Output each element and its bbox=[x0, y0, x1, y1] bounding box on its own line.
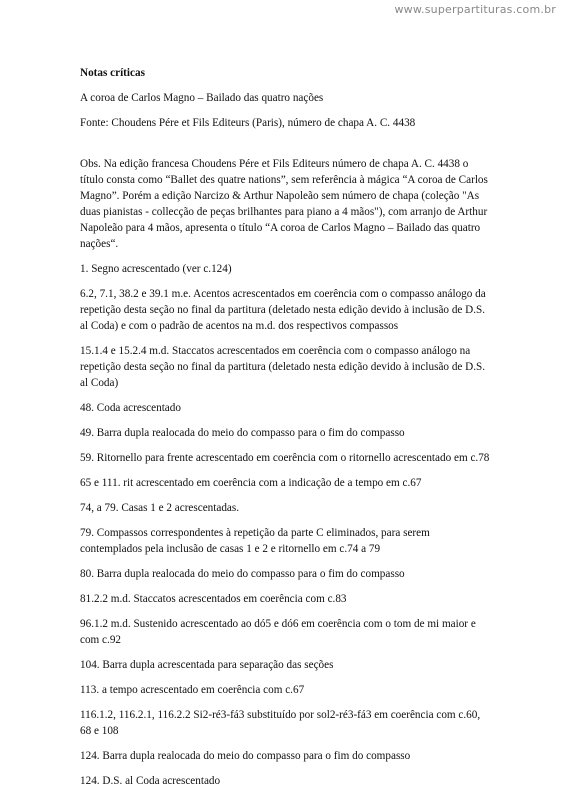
note-item: 96.1.2 m.d. Sustenido acrescentado ao dó5 e dó6 em coerência com o tom de mi maior e com c.92 bbox=[80, 618, 476, 646]
site-watermark: www.superpartituras.com.br bbox=[394, 3, 556, 16]
note-item: 81.2.2 m.d. Staccatos acrescentados em coerência com c.83 bbox=[80, 593, 347, 605]
notes-heading: Notas críticas bbox=[80, 67, 145, 79]
document-body bbox=[80, 65, 492, 798]
note-item: 59. Ritornello para frente acrescentado em coerência com o ritornello acrescentado em c.78 bbox=[80, 452, 490, 464]
note-item: 65 e 111. rit acrescentado em coerência com a indicação de a tempo em c.67 bbox=[80, 477, 422, 489]
work-title: A coroa de Carlos Magno – Bailado das quatro nações bbox=[80, 92, 324, 104]
note-item: 104. Barra dupla acrescentada para separação das seções bbox=[80, 659, 334, 671]
critical-notes-list bbox=[80, 261, 492, 789]
note-item: 113. a tempo acrescentado em coerência com c.67 bbox=[80, 684, 305, 696]
note-item: 124. D.S. al Coda acrescentado bbox=[80, 775, 221, 787]
note-item: 48. Coda acrescentado bbox=[80, 402, 181, 414]
note-item: 49. Barra dupla realocada do meio do compasso para o fim do compasso bbox=[80, 427, 405, 439]
note-item: 1. Segno acrescentado (ver c.124) bbox=[80, 263, 232, 275]
observation-paragraph: Obs. Na edição francesa Choudens Pére et Fils Editeurs número de chapa A. C. 4438 o título consta como “Ballet des quatre nations”, sem referência à mágica “A coroa de Carlos Magno”. Porém a edição Narcizo & Arthur Napoleão sem número de chapa (coleção "As duas pianistas - collecção de peças brilhantes para piano a 4 mãos"), com arranjo de Arthur Napoleão para 4 mãos, apresenta o título “A coroa de Carlos Magno – Bailado das quatro nações“. bbox=[80, 158, 488, 250]
note-item: 74, a 79. Casas 1 e 2 acrescentadas. bbox=[80, 502, 240, 514]
note-item: 15.1.4 e 15.2.4 m.d. Staccatos acrescentados em coerência com o compasso análogo na repetição desta seção no final da partitura (deletado nesta edição devido à inclusão de D.S. al Coda) bbox=[80, 345, 486, 389]
note-item: 116.1.2, 116.2.1, 116.2.2 Si2-ré3-fá3 substituído por sol2-ré3-fá3 em coerência com c.60, 68 e 108 bbox=[80, 709, 481, 737]
note-item: 80. Barra dupla realocada do meio do compasso para o fim do compasso bbox=[80, 568, 405, 580]
note-item: 6.2, 7.1, 38.2 e 39.1 m.e. Acentos acrescentados em coerência com o compasso análogo da repetição desta seção no final da partitura (deletado nesta edição devido à inclusão de D.S. al Coda) e com o padrão de acentos na m.d. dos respectivos compassos bbox=[80, 288, 486, 332]
note-item: 79. Compassos correspondentes à repetição da parte C eliminados, para serem contemplados pela inclusão de casas 1 e 2 e ritornello em c.74 a 79 bbox=[80, 527, 430, 555]
note-item: 124. Barra dupla realocada do meio do compasso para o fim do compasso bbox=[80, 750, 411, 762]
source-line: Fonte: Choudens Pére et Fils Editeurs (Paris), número de chapa A. C. 4438 bbox=[80, 117, 416, 129]
